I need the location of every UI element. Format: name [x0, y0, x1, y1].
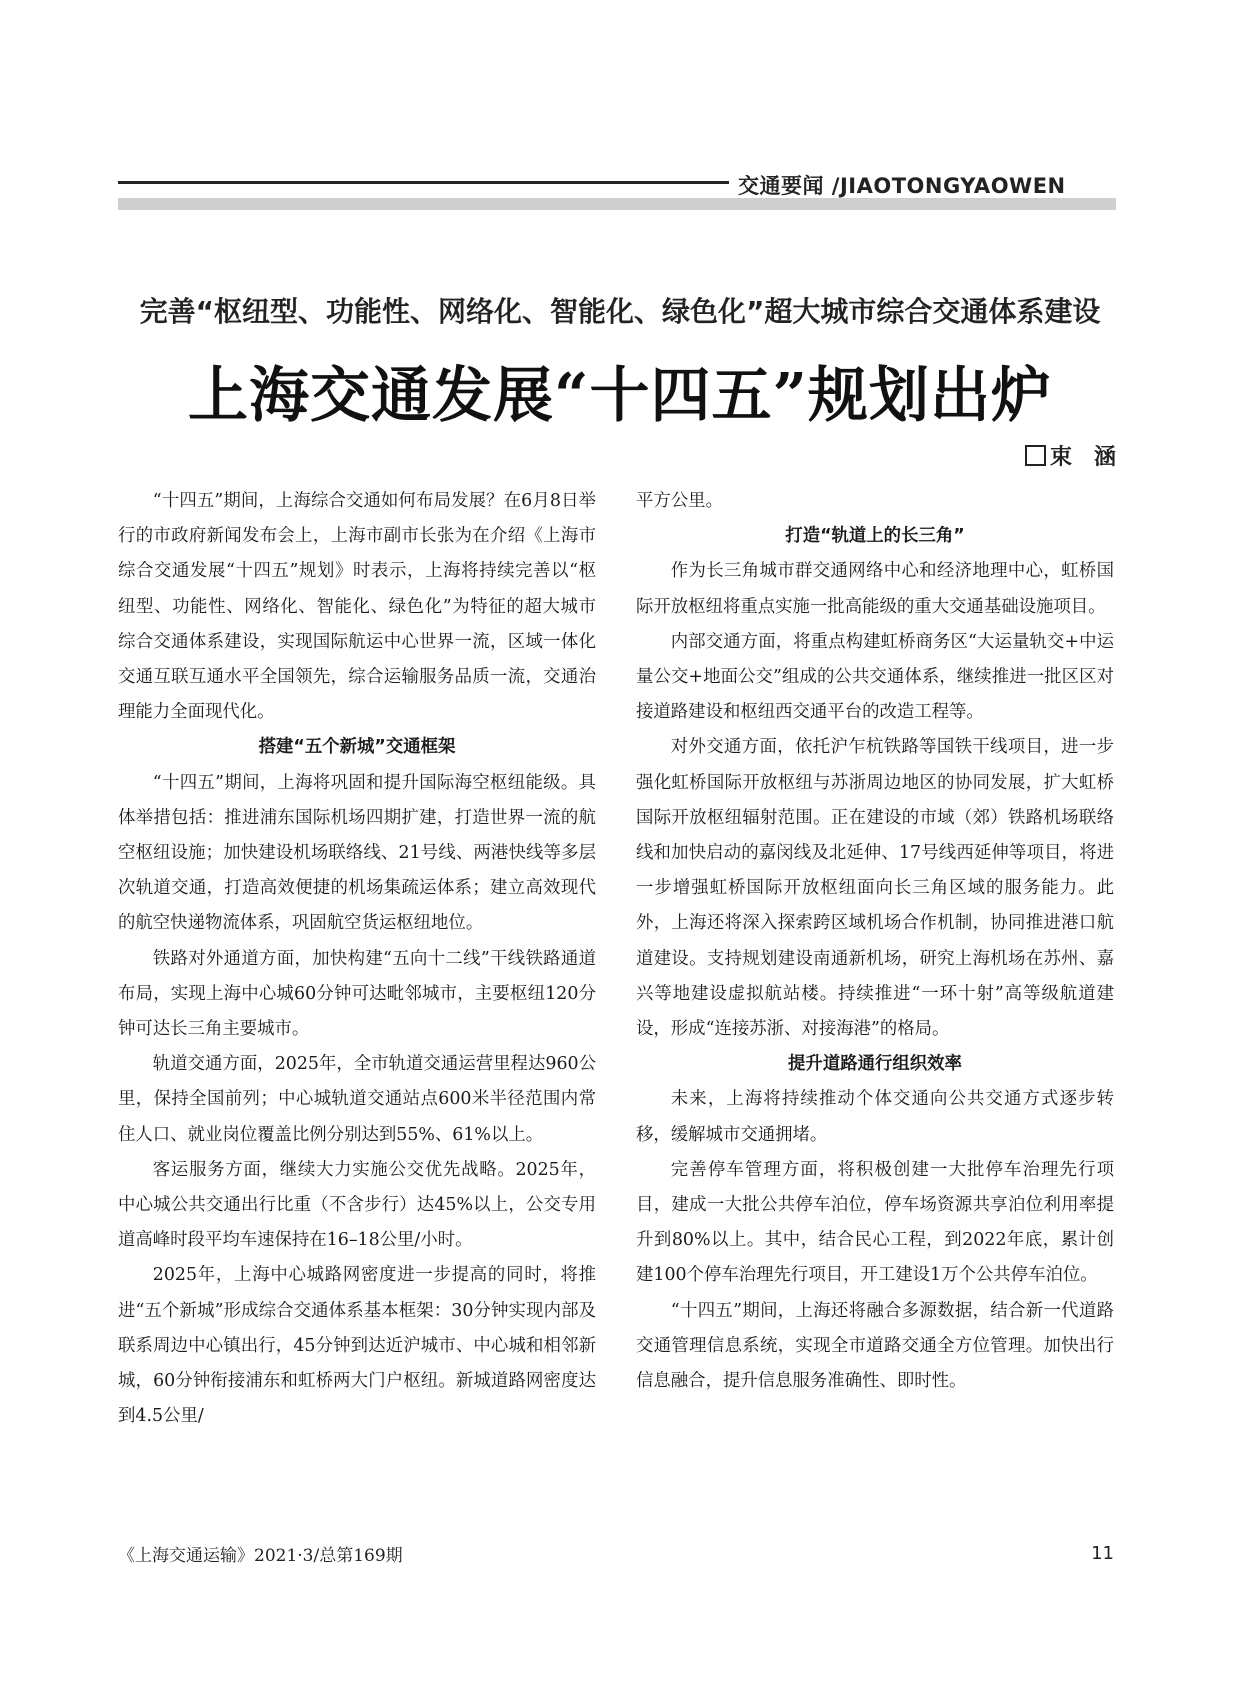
square-icon — [1025, 445, 1046, 466]
section-heading: 提升道路通行组织效率 — [788, 1054, 962, 1075]
paragraph: “十四五”期间，上海还将融合多源数据，结合新一代道路交通管理信息系统，实现全市道路交通全方位管理。加快出行信息融合，提升信息服务准确性、即时性。 — [636, 1300, 1114, 1392]
article-subtitle: 完善“枢纽型、功能性、网络化、智能化、绿色化”超大城市综合交通体系建设 — [139, 295, 1101, 328]
header-band — [118, 198, 1116, 210]
section-heading: 打造“轨道上的长三角” — [785, 526, 965, 547]
section-header: 交通要闻 /JIAOTONGYAOWEN — [738, 174, 1066, 198]
paragraph: 未来，上海将持续推动个体交通向公共交通方式逐步转移，缓解城市交通拥堵。 — [636, 1089, 1114, 1145]
left-column — [118, 484, 596, 1434]
paragraph-continuation: 平方公里。 — [636, 491, 723, 511]
paragraph: 对外交通方面，依托沪乍杭铁路等国铁干线项目，进一步强化虹桥国际开放枢纽与苏浙周边地区的协同发展，扩大虹桥国际开放枢纽辐射范围。正在建设的市域（郊）铁路机场联络线和加快启动的嘉闵线及北延伸、17号线西延伸等项目，将进一步增强虹桥国际开放枢纽面向长三角区域的服务能力。此外，上海还将深入探索跨区域机场合作机制，协同推进港口航道建设。支持规划建设南通新机场，研究上海机场在苏州、嘉兴等地建设虚拟航站楼。持续推进“一环十射”高等级航道建设，形成“连接苏浙、对接海港”的格局。 — [636, 737, 1114, 1040]
paragraph: “十四五”期间，上海综合交通如何布局发展？在6月8日举行的市政府新闻发布会上，上海市副市长张为在介绍《上海市综合交通发展“十四五”规划》时表示，上海将持续完善以“枢纽型、功能性、网络化、智能化、绿色化”为特征的超大城市综合交通体系建设，实现国际航运中心世界一流，区域一体化交通互联互通水平全国领先，综合运输服务品质一流，交通治理能力全面现代化。 — [118, 491, 596, 723]
journal-footer: 《上海交通运输》2021·3/总第169期 — [118, 1546, 403, 1566]
article-title: 上海交通发展“十四五”规划出炉 — [187, 361, 1053, 431]
author-name: 束 涵 — [1049, 445, 1116, 470]
paragraph: “十四五”期间，上海将巩固和提升国际海空枢纽能级。具体举措包括：推进浦东国际机场四期扩建，打造世界一流的航空枢纽设施；加快建设机场联络线、21号线、两港快线等多层次轨道交通，打造高效便捷的机场集疏运体系；建立高效现代的航空快递物流体系，巩固航空货运枢纽地位。 — [118, 772, 596, 934]
paragraph: 轨道交通方面，2025年，全市轨道交通运营里程达960公里，保持全国前列；中心城轨道交通站点600米半径范围内常住人口、就业岗位覆盖比例分别达到55%、61%以上。 — [118, 1054, 596, 1145]
header-rule — [118, 181, 729, 184]
paragraph: 内部交通方面，将重点构建虹桥商务区“大运量轨交+中运量公交+地面公交”组成的公共交通体系，继续推进一批区区对接道路建设和枢纽西交通平台的改造工程等。 — [636, 631, 1114, 723]
paragraph: 铁路对外通道方面，加快构建“五向十二线”干线铁路通道布局，实现上海中心城60分钟可达毗邻城市，主要枢纽120分钟可达长三角主要城市。 — [118, 948, 596, 1040]
paragraph: 作为长三角城市群交通网络中心和经济地理中心，虹桥国际开放枢纽将重点实施一批高能级的重大交通基础设施项目。 — [636, 561, 1114, 617]
paragraph: 完善停车管理方面，将积极创建一大批停车治理先行项目，建成一大批公共停车泊位，停车场资源共享泊位利用率提升到80%以上。其中，结合民心工程，到2022年底，累计创建100个停车治理先行项目，开工建设1万个公共停车泊位。 — [636, 1159, 1114, 1286]
paragraph: 2025年，上海中心城路网密度进一步提高的同时，将推进“五个新城”形成综合交通体系基本框架：30分钟实现内部及联系周边中心镇出行，45分钟到达近沪城市、中心城和相邻新城，60分钟衔接浦东和虹桥两大门户枢纽。新城道路网密度达到4.5公里/ — [118, 1265, 596, 1427]
page-number: 11 — [1091, 1543, 1114, 1564]
author-byline — [1025, 440, 1116, 471]
right-column — [636, 484, 1114, 1399]
paragraph: 客运服务方面，继续大力实施公交优先战略。2025年，中心城公共交通出行比重（不含步行）达45%以上，公交专用道高峰时段平均车速保持在16–18公里/小时。 — [118, 1159, 596, 1251]
section-heading: 搭建“五个新城”交通框架 — [258, 737, 456, 758]
